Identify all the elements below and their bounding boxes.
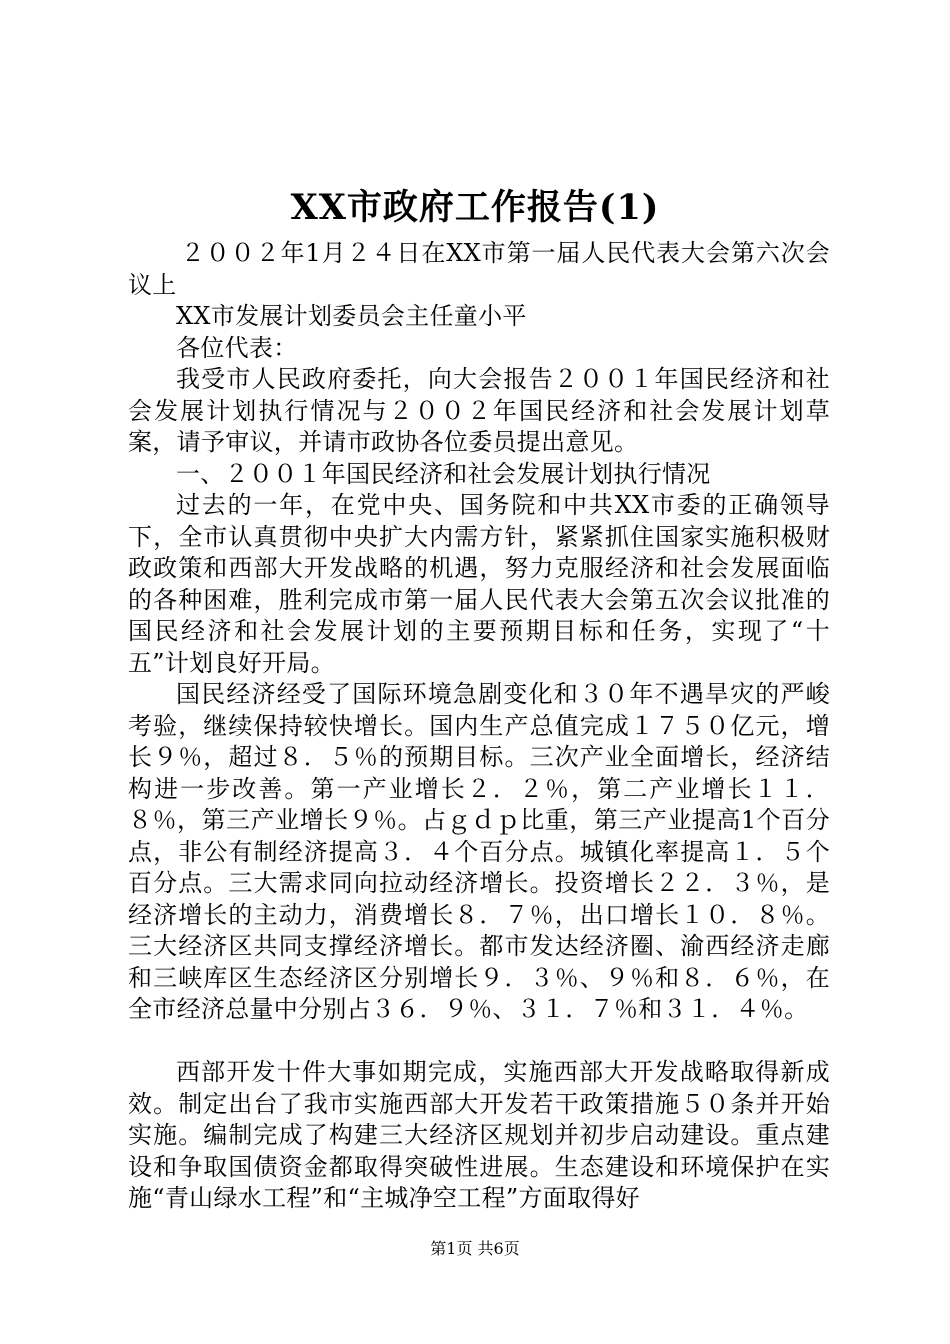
paragraph-date-line: ２００２年1月２４日在XX市第一届人民代表大会第六次会议上 xyxy=(128,239,830,299)
section-heading-1: 一、２００１年国民经济和社会发展计划执行情况 xyxy=(176,459,711,488)
page-footer: 第1页 共6页 xyxy=(430,1239,520,1258)
document-body xyxy=(128,238,830,1215)
document-title: XX市政府工作报告(1) xyxy=(290,187,660,228)
paragraph-review: 过去的一年，在党中央、国务院和中共XX市委的正确领导下，全市认真贯彻中央扩大内需方针，紧紧抓住国家实施积极财政政策和西部大开发战略的机遇，努力克服经济和社会发展面临的各种困难，胜利完成市第一届人民代表大会第五次会议批准的国民经济和社会发展计划的主要预期目标和任务，实现了“十五”计划良好开局。 xyxy=(128,491,830,677)
paragraph-spacer xyxy=(128,1026,830,1058)
paragraph-author-line: XX市发展计划委员会主任童小平 xyxy=(176,302,527,330)
paragraph-western-development: 西部开发十件大事如期完成，实施西部大开发战略取得新成效。制定出台了我市实施西部大开发若干政策措施５０条并开始实施。编制完成了构建三大经济区规划并初步启动建设。重点建设和争取国债资金都取得突破性进展。生态建设和环境保护在实施“青山绿水工程”和“主城净空工程”方面取得好 xyxy=(128,1058,830,1212)
paragraph-economy: 国民经济经受了国际环境急剧变化和３０年不遇旱灾的严峻考验，继续保持较快增长。国内生产总值完成１７５０亿元，增长９％，超过８．５％的预期目标。三次产业全面增长，经济结构进一步改善。第一产业增长２．２％，第二产业增长１１．８％，第三产业增长９％。占ｇｄｐ比重，第三产业提高1个百分点，非公有制经济提高３．４个百分点。城镇化率提高１．５个百分点。三大需求同向拉动经济增长。投资增长２２．３％，是经济增长的主动力，消费增长８．７％，出口增长１０．８％。三大经济区共同支撑经济增长。都市发达经济圈、渝西经济走廊和三峡库区生态经济区分别增长９．３％、９％和８．６％，在全市经济总量中分别占３６．９％、３１．７％和３１．４％。 xyxy=(128,680,830,1023)
paragraph-intro: 我受市人民政府委托，向大会报告２００１年国民经济和社会发展计划执行情况与２００２年国民经济和社会发展计划草案，请予审议，并请市政协各位委员提出意见。 xyxy=(128,365,830,456)
paragraph-salutation: 各位代表： xyxy=(176,333,298,362)
